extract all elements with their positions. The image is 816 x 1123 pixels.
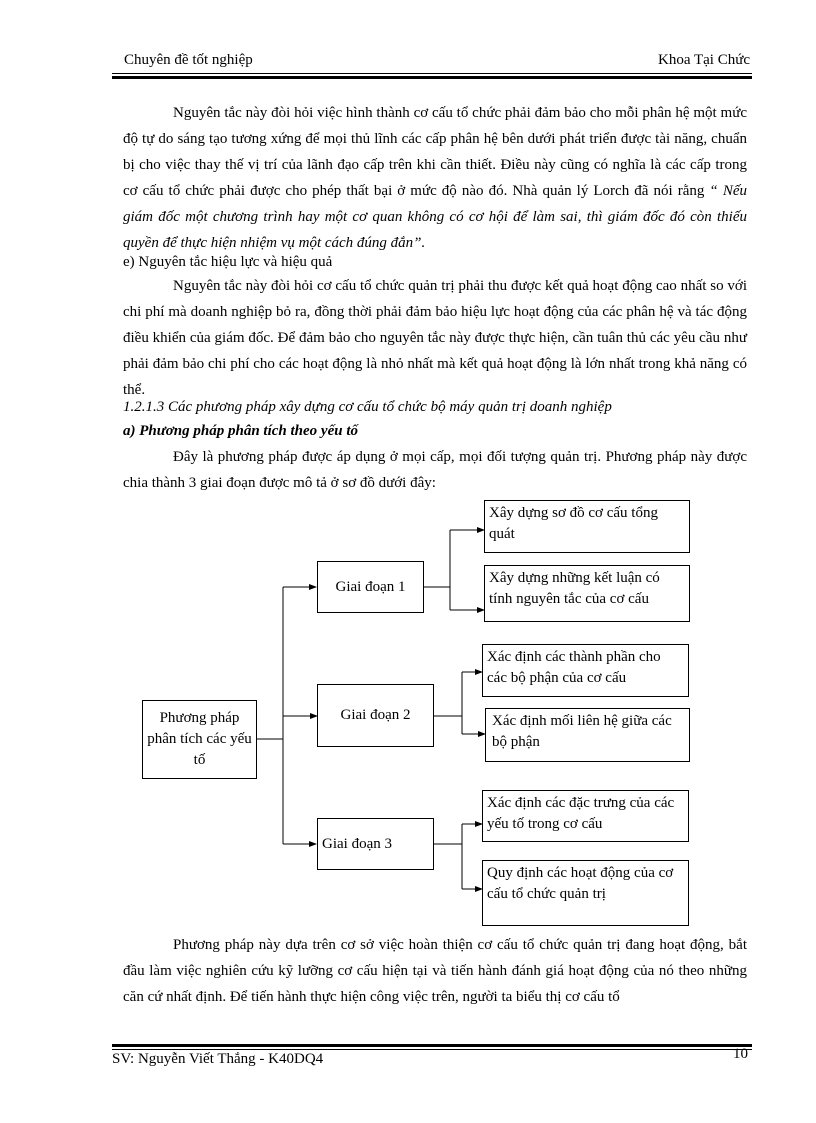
diagram-s3b-box: Quy định các hoạt động của cơ cấu tổ chức quản trị xyxy=(482,860,689,926)
diagram-s2b-box: Xác định mối liên hệ giữa các bộ phận xyxy=(485,708,690,762)
section-title: 1.2.1.3 Các phương pháp xây dựng cơ cấu tổ chức bộ máy quản trị doanh nghiệp xyxy=(123,399,612,415)
heading-e: e) Nguyên tắc hiệu lực và hiệu quả xyxy=(123,254,333,270)
diagram-root-box: Phương pháp phân tích các yếu tố xyxy=(142,700,257,779)
footer-page-number: 10 xyxy=(733,1046,748,1062)
diagram-stage1-box: Giai đoạn 1 xyxy=(317,561,424,613)
footer-student: SV: Nguyễn Viết Thắng - K40DQ4 xyxy=(112,1051,324,1067)
header-right: Khoa Tại Chức xyxy=(658,52,750,68)
diagram-stage3-box: Giai đoạn 3 xyxy=(317,818,434,870)
diagram-s1b-box: Xây dựng những kết luận có tính nguyên tắc của cơ cấu xyxy=(484,565,690,622)
paragraph-1-quote: “ Nếu giám đốc một chương trình hay một cơ quan không có cơ hội để làm sai, thì giám đốc đó còn thiếu quyền để thực hiện nhiệm vụ một cách đúng đắn”. xyxy=(123,183,747,251)
diagram-s3a-box: Xác định các đặc trưng của các yếu tố trong cơ cấu xyxy=(482,790,689,842)
paragraph-4: Phương pháp này dựa trên cơ sở việc hoàn thiện cơ cấu tổ chức quản trị đang hoạt động, bắt đầu làm việc nghiên cứu kỹ lưỡng cơ cấu hiện tại và tiến hành đánh giá hoạt động của nó theo những căn cứ nhất định. Để tiến hành thực hiện công việc trên, người ta biểu thị cơ cấu tổ xyxy=(123,937,747,1005)
footer-rule-thick xyxy=(112,1044,752,1047)
footer-rule-thin xyxy=(112,1049,752,1050)
diagram-s2a-box: Xác định các thành phần cho các bộ phận của cơ cấu xyxy=(482,644,689,697)
subsection-a: a) Phương pháp phân tích theo yếu tố xyxy=(123,423,358,439)
paragraph-1-text: Nguyên tắc này đòi hỏi việc hình thành cơ cấu tổ chức phải đảm bảo cho mỗi phân hệ một mức độ tự do sáng tạo tương xứng để mọi thủ lĩnh các cấp phân hệ bên dưới phát triển được tài năng, chuẩn bị cho việc thay thế vị trí của lãnh đạo cấp trên khi cần thiết. Điều này cũng có nghĩa là các cấp trong cơ cấu tổ chức phải được cho phép thất bại ở mức độ nào đó. Nhà quản lý Lorch đã nói rằng xyxy=(123,105,747,199)
diagram-s1a-box: Xây dựng sơ đồ cơ cấu tổng quát xyxy=(484,500,690,553)
paragraph-2: Nguyên tắc này đòi hỏi cơ cấu tổ chức quản trị phải thu được kết quả hoạt động cao nhất so với chi phí mà doanh nghiệp bỏ ra, đồng thời phải đảm bảo hiệu lực hoạt động của các phân hệ và tác động điều khiển của giám đốc. Để đảm bảo cho nguyên tắc này được thực hiện, cần tuân thủ các yêu cầu như phải đảm bảo chi phí cho các hoạt động là nhỏ nhất mà kết quả hoạt động là lớn nhất trong khả năng có thể. xyxy=(123,278,747,398)
header-left: Chuyên đề tốt nghiệp xyxy=(124,52,253,68)
diagram-stage2-box: Giai đoạn 2 xyxy=(317,684,434,747)
paragraph-3: Đây là phương pháp được áp dụng ở mọi cấp, mọi đối tượng quản trị. Phương pháp này được chia thành 3 giai đoạn được mô tả ở sơ đồ dưới đây: xyxy=(123,449,747,491)
